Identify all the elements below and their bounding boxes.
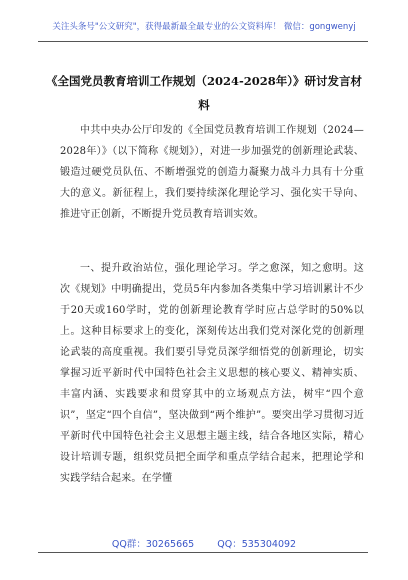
footer-qq-group: QQ群：30265665 [111, 539, 195, 550]
document-title: 《全国党员教育培训工作规划（2024-2028年）》研讨发言材料 [45, 74, 363, 112]
body-paragraph-2: 一、提升政治站位，强化理论学习。学之愈深，知之愈明。这次《规划》中明确提出，党员5年内参加各类集中学习培训累计不少于20天或160学时，党的创新理论教育学时应占总学时的50%以上。这种目标要求上的变化，深刻传达出我们党对深化党的创新理论武装的高度重视。我们要引导党员深学细悟党的创新理论，切实掌握习近平新时代中国特色社会主义思想的核心要义、精神实质、丰富内涵、实践要求和贯穿其中的立场观点方法，树牢“四个意识”，坚定“四个自信”，坚决做到“两个维护”。要突出学习贯彻习近平新时代中国特色社会主义思想主题主线，结合各地区实际，精心设计培训专题，组织党员把全面学和重点学结合起来，把理论学和实践学结合起来。在学懂 [60, 263, 364, 484]
body-paragraph-1: 中共中央办公厅印发的《全国党员教育培训工作规划（2024—2028年）》（以下简称《规划》），对进一步加强党的创新理论武装、锻造过硬党员队伍、不断增强党的创造力凝聚力战斗力具有十分重大的意义。新征程上，我们要持续深化理论学习、强化实干导向、推进守正创新，不断提升党员教育培训实效。 [60, 125, 364, 220]
footer-qq: QQ：535304092 [217, 539, 297, 550]
header-divider [38, 41, 368, 42]
header-banner: 关注头条号"公文研究"，获得最新最全最专业的公文资料库！ 微信：gongwenyj [52, 22, 356, 32]
footer-contact [0, 536, 408, 550]
footer-divider [38, 552, 368, 553]
